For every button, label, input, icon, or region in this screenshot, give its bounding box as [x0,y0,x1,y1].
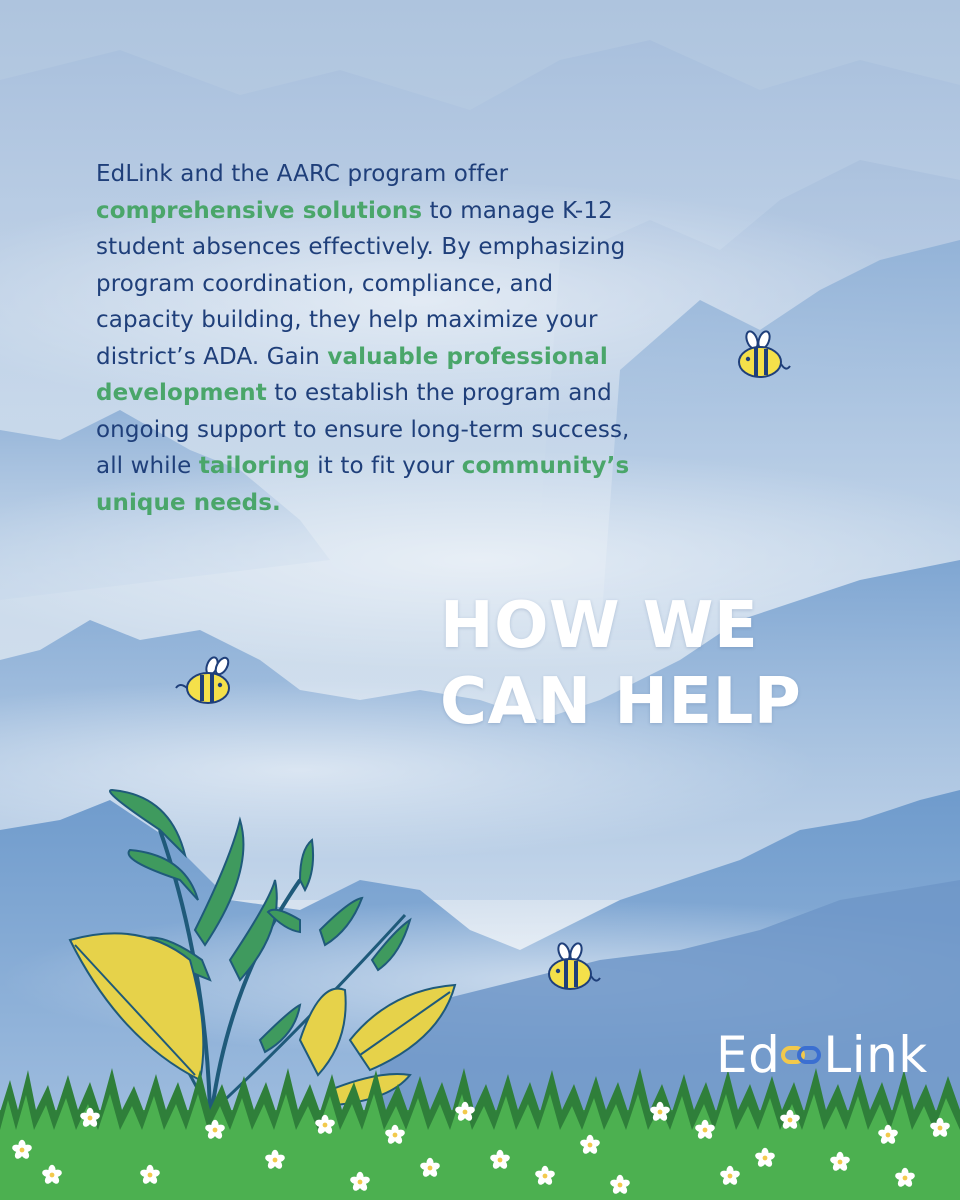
logo-text-ed: Ed [716,1026,781,1084]
highlighted-phrase: community’s unique needs. [96,453,630,516]
headline-line-2: CAN HELP [440,665,802,739]
edlink-logo [716,1022,928,1088]
paragraph-text: EdLink and the AARC program offer [96,161,509,187]
chain-link-icon [781,1040,821,1070]
highlighted-phrase: tailoring [198,453,310,479]
paragraph-text: to establish the program and ongoing support to ensure long-term success, all while [96,380,630,479]
headline-line-1: HOW WE [440,589,759,663]
headline [440,588,801,740]
paragraph-text: to manage K-12 student absences effectively. By emphasizing program coordination, compliance, and capacity building, they help maximize your district’s ADA. Gain [96,197,626,370]
highlighted-phrase: comprehensive solutions [96,197,423,224]
highlighted-phrase: valuable professional development [96,343,608,406]
logo-text-link: Link [823,1026,928,1084]
intro-paragraph [96,156,656,521]
paragraph-text: it to fit your [309,453,462,479]
